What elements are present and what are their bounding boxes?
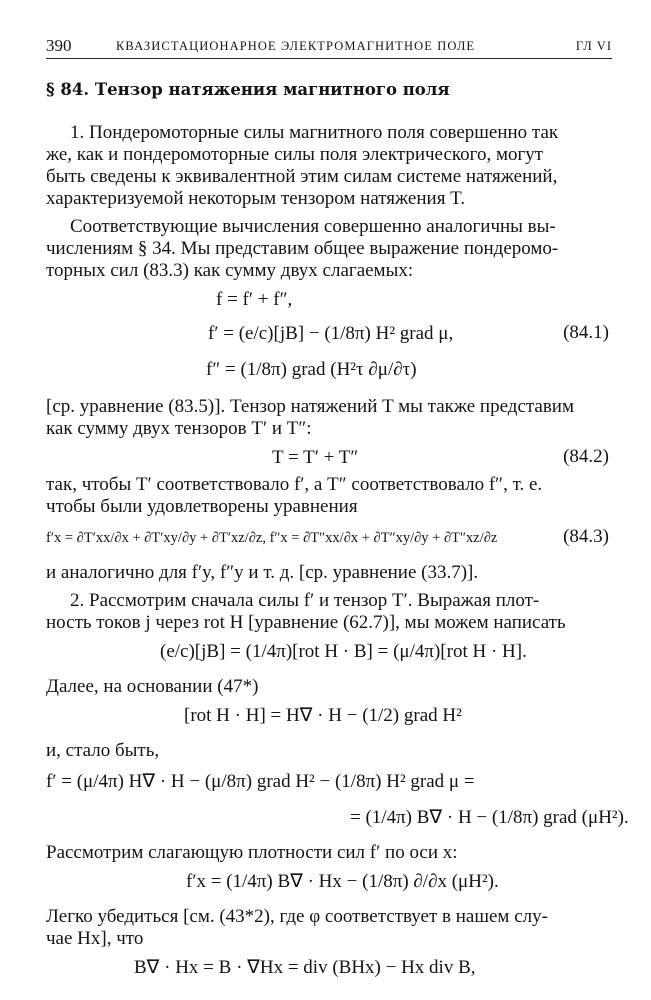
text-line: 2. Рассмотрим сначала силы f′ и тензор T′. Выражая плот- bbox=[70, 590, 540, 611]
running-title: КВАЗИСТАЦИОНАРНОЕ ЭЛЕКТРОМАГНИТНОЕ ПОЛЕ bbox=[116, 39, 476, 53]
text-line: Соответствующие вычисления совершенно аналогичны вы- bbox=[70, 216, 556, 237]
text-line: чае Hx], что bbox=[46, 928, 144, 949]
text-line: же, как и пондеромоторные силы поля электрического, могут bbox=[46, 144, 544, 165]
equation-rot-h-h: [rot H · H] = H∇ · H − (1/2) grad H² bbox=[184, 705, 462, 726]
equation-div: B∇ · Hx = B · ∇Hx = div (BHx) − Hx div B, bbox=[134, 957, 476, 978]
equation-f-prime-line-1: f′ = (μ/4π) H∇ · H − (μ/8π) grad H² − (1/8π) H² grad μ = bbox=[46, 771, 475, 792]
text-line: так, чтобы T′ соответствовало f′, а T″ соответствовало f″, т. е. bbox=[46, 474, 543, 495]
equation-84-1-a: f = f′ + f″, bbox=[216, 289, 293, 310]
equation-number-84-3: (84.3) bbox=[563, 526, 609, 547]
text-line: числениям § 34. Мы представим общее выражение пондеромо- bbox=[46, 238, 559, 259]
text-line: и, стало быть, bbox=[46, 740, 160, 761]
section-heading: § 84. Тензор натяжения магнитного поля bbox=[46, 80, 450, 99]
text-line: Далее, на основании (47*) bbox=[46, 676, 259, 697]
text-line: как сумму двух тензоров T′ и T″: bbox=[46, 418, 312, 439]
text-line: Рассмотрим слагающую плотности сил f′ по оси x: bbox=[46, 842, 458, 863]
page-number: 390 bbox=[46, 36, 72, 55]
equation-84-2: T = T′ + T″ bbox=[272, 447, 359, 468]
equation-f-prime-line-2: = (1/4π) B∇ · H − (1/8π) grad (μH²). bbox=[350, 807, 629, 828]
text-line: торных сил (83.3) как сумму двух слагаемых: bbox=[46, 260, 414, 281]
text-line: быть сведены к эквивалентной этим силам системе натяжений, bbox=[46, 166, 558, 187]
equation-84-1-b: f′ = (e/c)[jB] − (1/8π) H² grad μ, bbox=[208, 323, 454, 344]
text-line: ность токов j через rot H [уравнение (62.7)], мы можем написать bbox=[46, 612, 566, 633]
text-line: Легко убедиться [см. (43*2), где φ соответствует в нашем слу- bbox=[46, 906, 548, 927]
text-line: характеризуемой некоторым тензором натяжения T. bbox=[46, 188, 466, 209]
equation-f-x: f′x = (1/4π) B∇ · Hx − (1/8π) ∂/∂x (μH²). bbox=[186, 871, 499, 892]
text-line: 1. Пондеромоторные силы магнитного поля совершенно так bbox=[70, 122, 559, 143]
equation-number-84-2: (84.2) bbox=[563, 446, 609, 467]
equation-jB: (e/c)[jB] = (1/4π)[rot H · B] = (μ/4π)[rot H · H]. bbox=[160, 641, 527, 662]
equation-84-3: f′x = ∂T′xx/∂x + ∂T′xy/∂y + ∂T′xz/∂z, f″x = ∂T″xx/∂x + ∂T″xy/∂y + ∂T″xz/∂z bbox=[46, 530, 498, 546]
equation-84-1-c: f″ = (1/8π) grad (H²τ ∂μ/∂τ) bbox=[206, 359, 417, 380]
equation-number-84-1: (84.1) bbox=[563, 322, 609, 343]
chapter-label: ГЛ VI bbox=[575, 39, 612, 53]
text-line: [ср. уравнение (83.5)]. Тензор натяжений T мы также представим bbox=[46, 396, 575, 417]
running-head bbox=[46, 36, 612, 59]
text-line: чтобы были удовлетворены уравнения bbox=[46, 496, 358, 517]
text-line: и аналогично для f′y, f″y и т. д. [ср. уравнение (33.7)]. bbox=[46, 562, 479, 583]
